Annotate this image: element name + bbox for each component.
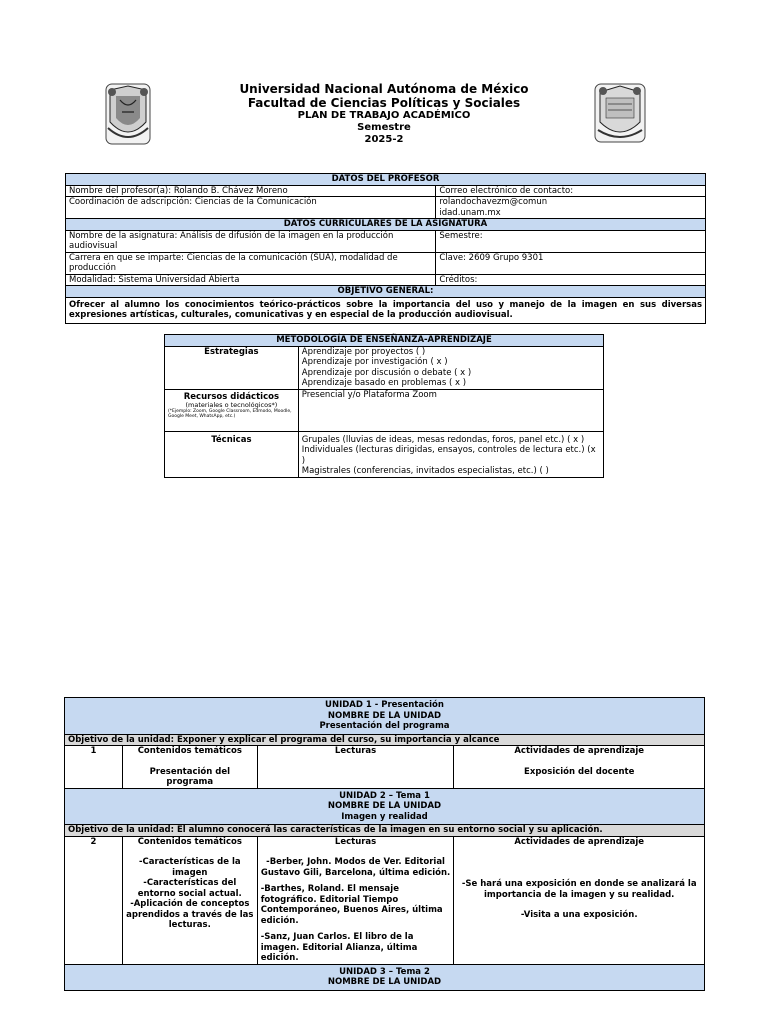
resources-label: Recursos didácticos (183, 391, 280, 402)
strategies-list (298, 346, 603, 389)
objective-title: OBJETIVO GENERAL: (66, 286, 706, 298)
unit-1-title: UNIDAD 1 - Presentación (325, 700, 444, 710)
unit-2-col-contents: Contenidos temáticos (137, 836, 242, 847)
unit-2-number: 2 (65, 836, 123, 964)
unit-2-objective: Objetivo de la unidad: El alumno conocerá las características de la imagen en su entorno social y su aplicación. (65, 825, 705, 837)
unit-2-activities-cell (454, 836, 705, 964)
semester-label: Semestre (357, 122, 411, 133)
unit-2-col-activities: Actividades de aprendizaje (514, 836, 645, 847)
unit-2-content-item: -Aplicación de conceptos aprendidos a través de las lecturas. (126, 899, 254, 930)
unit-2-readings-cell (257, 836, 454, 964)
objective-text: Ofrecer al alumno los conocimientos teórico-prácticos sobre la importancia del uso y manejo de la imagen en sus diversas expresiones artísticas, culturales, comunicativas y en especial de la producción audiovisual. (66, 297, 706, 323)
unit-2-name: Imagen y realidad (341, 811, 428, 822)
unit-2-contents-cell (122, 836, 257, 964)
unit-3-title: UNIDAD 3 – Tema 2 (339, 966, 430, 977)
techniques-list (298, 431, 603, 477)
methodology-table (164, 334, 604, 478)
unit-3-name-label: NOMBRE DE LA UNIDAD (327, 977, 442, 987)
fcpys-seal-right-icon (592, 82, 648, 144)
methodology-title: METODOLOGÍA DE ENSEÑANZA-APRENDIZAJE (165, 335, 604, 347)
semester-value: 2025-2 (364, 134, 404, 145)
unit-2-content-item: -Características del entorno social actual. (137, 878, 242, 899)
unit-2-content-item: -Características de la imagen (138, 857, 241, 878)
unit-2-activity-item: -Visita a una exposición. (520, 910, 638, 920)
subject-name: Nombre de la asignatura: Análisis de difusión de la imagen en la producción audiovisual (66, 230, 436, 252)
strategy-item: Aprendizaje por discusión o debate ( x ) (301, 367, 472, 378)
resources-cell (165, 389, 299, 431)
unit-1-contents-cell (122, 746, 257, 789)
strategies-label: Estrategias (165, 346, 299, 389)
unit-1-activities: Exposición del docente (524, 766, 635, 777)
unit-2-title: UNIDAD 2 – Tema 1 (339, 790, 430, 801)
technique-item: ) (301, 455, 306, 466)
semester-field: Semestre: (436, 230, 706, 252)
modality: Modalidad: Sistema Universidad Abierta (66, 274, 436, 286)
plan-title: PLAN DE TRABAJO ACADÉMICO (297, 110, 471, 121)
technique-item: Grupales (lluvias de ideas, mesas redondas, foros, panel etc.) ( x ) (301, 434, 585, 445)
email-line-2: idad.unam.mx (439, 207, 501, 218)
coordination: Coordinación de adscripción: Ciencias de la Comunicación (66, 197, 436, 219)
faculty-name: Facultad de Ciencias Políticas y Sociales (247, 96, 521, 110)
professor-data-table (65, 173, 706, 324)
unit-1-objective: Objetivo de la unidad: Exponer y explicar el programa del curso, su importancia y alcance (65, 734, 705, 746)
strategy-item: Aprendizaje basado en problemas ( x ) (301, 378, 467, 388)
unit-1-col-contents: Contenidos temáticos (137, 746, 242, 756)
unit-2-name-label: NOMBRE DE LA UNIDAD (327, 801, 442, 811)
technique-item: Individuales (lecturas dirigidas, ensayos, controles de lectura etc.) (x (301, 445, 596, 455)
unit-1-header (65, 698, 705, 735)
university-name: Universidad Nacional Autónoma de México (239, 82, 529, 96)
resources-sub: (materiales o tecnológicos*) (185, 401, 278, 409)
resources-note: (*Ejemplo: Zoom, Google Classroom, Edmodo, Moodle, Google Meet, WhatsApp, etc.) (168, 409, 292, 419)
unit-2-col-readings: Lecturas (334, 836, 377, 847)
professor-name: Nombre del profesor(a): Rolando B. Chávez Moreno (66, 185, 436, 197)
unit-1-contents: Presentación del programa (149, 766, 231, 787)
unit-2-reading-item: -Sanz, Juan Carlos. El libro de la imagen. Editorial Alianza, última edición. (260, 932, 418, 963)
curricular-section-title: DATOS CURRICULARES DE LA ASIGNATURA (66, 219, 706, 231)
strategy-item: Aprendizaje por proyectos ( ) (301, 346, 426, 357)
technique-item: Magistrales (conferencias, invitados especialistas, etc.) ( ) (301, 466, 549, 476)
unam-seal-left-icon (102, 82, 154, 146)
unit-2-header (65, 788, 705, 825)
unit-1-name: Presentación del programa (319, 721, 450, 731)
unit-2-activity-item: -Se hará una exposición en donde se analizará la importancia de la imagen y su realidad. (461, 879, 697, 900)
unit-1-col-readings: Lecturas (257, 746, 454, 789)
career: Carrera en que se imparte: Ciencias de la comunicación (SUA), modalidad de producción (66, 252, 436, 274)
credits: Créditos: (436, 274, 706, 286)
unit-1-activities-cell (454, 746, 705, 789)
document-header (200, 82, 568, 146)
email-line-1: rolandochavezm@comun (439, 197, 548, 207)
unit-1-col-activities: Actividades de aprendizaje (514, 746, 645, 756)
unit-1-number: 1 (65, 746, 123, 789)
email-label: Correo electrónico de contacto: (436, 185, 706, 197)
course-key: Clave: 2609 Grupo 9301 (436, 252, 706, 274)
unit-2-reading-item: -Berber, John. Modos de Ver. Editorial Gustavo Gili, Barcelona, última edición. (260, 857, 451, 878)
resources-value: Presencial y/o Plataforma Zoom (298, 389, 603, 431)
units-table (64, 697, 705, 991)
unit-3-header (65, 964, 705, 990)
professor-section-title: DATOS DEL PROFESOR (66, 174, 706, 186)
professor-email (436, 197, 706, 219)
unit-1-name-label: NOMBRE DE LA UNIDAD (327, 710, 442, 721)
unit-2-reading-item: -Barthes, Roland. El mensaje fotográfico. Editorial Tiempo Contemporáneo, Buenos Aires, última edición. (260, 884, 443, 926)
techniques-label: Técnicas (165, 431, 299, 477)
strategy-item: Aprendizaje por investigación ( x ) (301, 357, 448, 367)
